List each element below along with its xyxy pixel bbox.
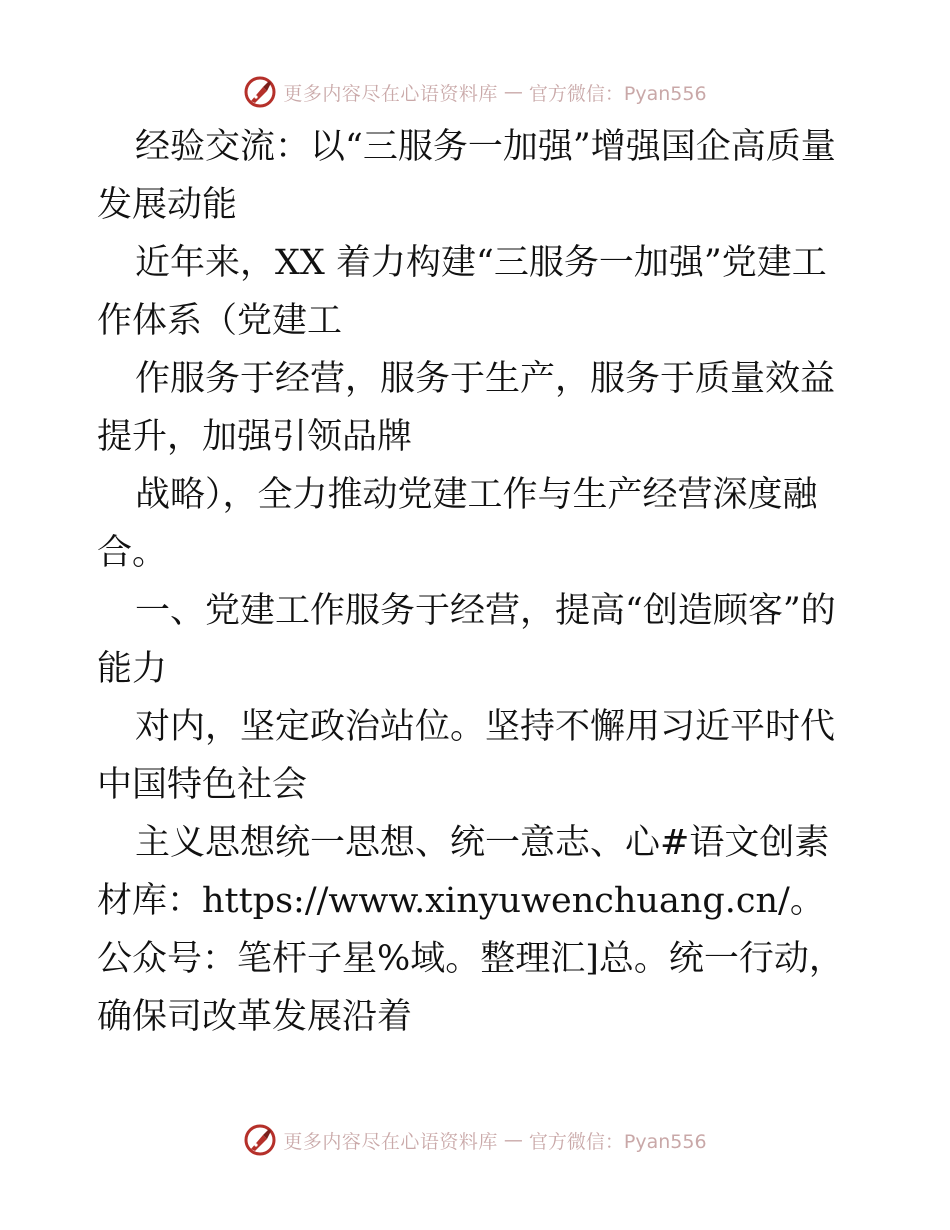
paragraph: 战略），全力推动党建工作与生产经营深度融合。 bbox=[97, 475, 818, 573]
document-body bbox=[97, 118, 857, 1046]
footer-banner-inner bbox=[243, 1123, 706, 1157]
header-banner-inner bbox=[243, 75, 706, 109]
header-banner bbox=[0, 72, 950, 112]
paragraph: 作服务于经营，服务于生产，服务于质量效益提升，加强引领品牌 bbox=[97, 359, 836, 457]
paragraph: 主义思想统一思想、统一意志、心#语文创素材库：https://www.xinyuwenchuang.cn/。公众号：笔杆子星%域。整理汇]总。统一行动，确保司改革发展沿着 bbox=[97, 823, 844, 1037]
paragraph: 近年来，XX 着力构建“三服务一加强”党建工作体系（党建工 bbox=[97, 243, 827, 341]
paragraph: 对内，坚定政治站位。坚持不懈用习近平时代中国特色社会 bbox=[97, 707, 836, 805]
doc-title: 经验交流：以“三服务一加强”增强国企高质量发展动能 bbox=[97, 127, 836, 225]
section-heading: 一、党建工作服务于经营，提高“创造顾客”的能力 bbox=[97, 591, 836, 689]
header-wechat-text: 官方微信：Pyan556 bbox=[528, 82, 707, 105]
footer-site-text: 更多内容尽在心语资料库 bbox=[283, 1130, 498, 1153]
footer-dash: — bbox=[503, 1129, 523, 1151]
footer-wechat-text: 官方微信：Pyan556 bbox=[528, 1130, 707, 1153]
header-site-text: 更多内容尽在心语资料库 bbox=[283, 82, 498, 105]
pen-nib-logo-icon bbox=[243, 1123, 277, 1157]
header-dash: — bbox=[503, 81, 523, 103]
footer-banner bbox=[0, 1120, 950, 1160]
pen-nib-logo-icon bbox=[243, 75, 277, 109]
